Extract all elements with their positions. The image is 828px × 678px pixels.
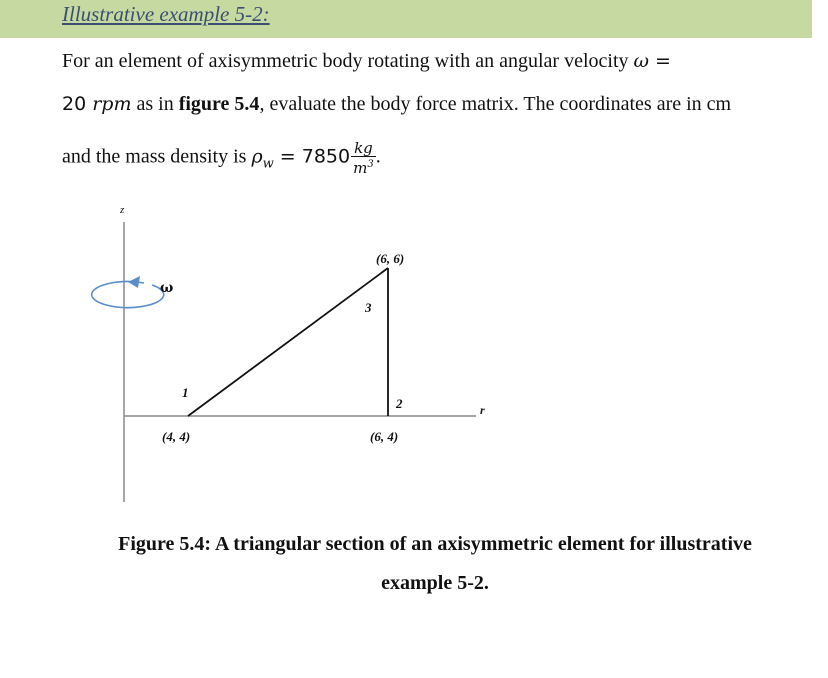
node-label-3: 3 (365, 300, 372, 315)
triangle-edge-hypotenuse (188, 268, 388, 416)
rotation-arrowhead (128, 276, 140, 288)
z-axis-label: z (120, 204, 125, 216)
figure-caption-line-1: Figure 5.4: A triangular section of an axisymmetric element for illustrative (118, 533, 752, 555)
rho-subscript: w (262, 156, 274, 172)
figure-caption-line-2: example 5-2. (381, 572, 489, 594)
r-axis-label: r (480, 403, 485, 417)
coord-label-node-2: (6, 4) (370, 429, 399, 444)
rotation-arrow (92, 282, 164, 308)
node-label-1: 1 (182, 385, 189, 400)
figure-reference: figure 5.4 (178, 93, 260, 115)
period: . (375, 145, 381, 168)
denominator-exponent: 3 (367, 159, 374, 170)
coord-label-node-1: (4, 4) (162, 429, 191, 444)
section-title: Illustrative example 5-2: (62, 2, 270, 26)
density-value: = 7850 (273, 145, 351, 168)
rho-symbol: ρ (251, 145, 263, 168)
coord-label-node-3: (6, 6) (376, 251, 405, 266)
omega-symbol: ω (633, 50, 650, 72)
rpm-unit: rpm (92, 93, 132, 115)
node-label-2: 2 (396, 396, 403, 411)
omega-label: ω (160, 280, 174, 296)
text-fragment: as in (131, 93, 179, 115)
rpm-value: 20 (62, 93, 93, 115)
text-fragment: and the mass density is (62, 145, 252, 168)
equals-sign: = (649, 50, 671, 72)
fraction-numerator: kg (351, 140, 376, 157)
text-fragment: , evaluate the body force matrix. The coordinates are in cm (259, 93, 732, 115)
denominator-base: m (353, 159, 368, 177)
text-fragment: For an element of axisymmetric body rotating with an angular velocity (62, 50, 634, 72)
